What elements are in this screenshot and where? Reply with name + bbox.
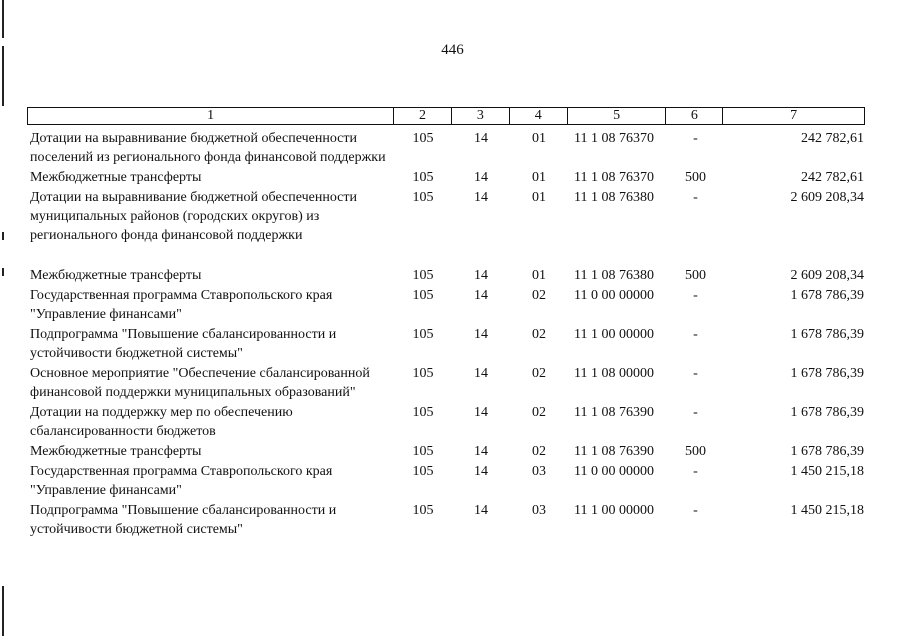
row-description: Подпрограмма "Повышение сбалансированности и устойчивости бюджетной системы" — [30, 327, 337, 361]
row-code-2: 105 — [412, 190, 434, 205]
row-code-2: 105 — [412, 444, 434, 459]
row-code-4: 03 — [532, 503, 546, 518]
table-body — [27, 129, 865, 540]
row-description: Государственная программа Ставропольского края "Управление финансами" — [30, 288, 333, 322]
row-code-3: 14 — [474, 444, 488, 459]
table-row — [27, 325, 865, 363]
table-row — [27, 266, 865, 285]
row-code-4: 02 — [532, 288, 546, 303]
row-code-5: 11 1 08 76370 — [574, 131, 654, 146]
column-header-7: 7 — [790, 108, 798, 123]
column-header-2: 2 — [394, 108, 452, 124]
scan-margin-mark — [2, 586, 4, 636]
row-description: Государственная программа Ставропольского края "Управление финансами" — [30, 464, 333, 498]
table-row — [27, 364, 865, 402]
table-row — [27, 501, 865, 539]
row-code-2: 105 — [412, 131, 434, 146]
row-code-2: 105 — [412, 464, 434, 479]
table-row — [27, 286, 865, 324]
row-amount: 242 782,61 — [801, 131, 864, 146]
row-code-3: 14 — [474, 464, 488, 479]
table-row — [27, 168, 865, 187]
row-code-3: 14 — [474, 190, 488, 205]
table-row — [27, 442, 865, 461]
row-code-5: 11 1 08 76390 — [574, 444, 654, 459]
column-header-6: 6 — [666, 108, 723, 124]
row-spacer — [27, 246, 865, 266]
table-row — [27, 403, 865, 441]
row-amount: 1 678 786,39 — [790, 366, 864, 381]
row-code-4: 02 — [532, 444, 546, 459]
row-amount: 1 678 786,39 — [790, 405, 864, 420]
row-code-2: 105 — [412, 327, 434, 342]
column-header-4: 4 — [510, 108, 568, 124]
row-code-5: 11 0 00 00000 — [574, 464, 654, 479]
row-amount: 242 782,61 — [801, 170, 864, 185]
row-code-4: 02 — [532, 327, 546, 342]
row-code-4: 02 — [532, 366, 546, 381]
table-row — [27, 188, 865, 245]
row-code-2: 105 — [412, 366, 434, 381]
row-code-6: - — [693, 405, 698, 420]
column-header-3: 3 — [452, 108, 510, 124]
row-code-3: 14 — [474, 405, 488, 420]
row-description: Подпрограмма "Повышение сбалансированности и устойчивости бюджетной системы" — [30, 503, 337, 537]
row-code-6: - — [693, 190, 698, 205]
row-code-2: 105 — [412, 268, 434, 283]
row-description: Дотации на выравнивание бюджетной обеспеченности муниципальных районов (городских округов) из регионального фонда финансовой поддержки — [30, 190, 357, 243]
row-amount: 1 450 215,18 — [790, 464, 864, 479]
scan-margin-mark — [2, 0, 4, 38]
table-header — [27, 107, 865, 125]
table-row — [27, 462, 865, 500]
row-code-2: 105 — [412, 170, 434, 185]
column-header-5: 5 — [568, 108, 667, 124]
row-code-6: - — [693, 131, 698, 146]
row-amount: 1 678 786,39 — [790, 444, 864, 459]
row-code-6: - — [693, 327, 698, 342]
row-code-5: 11 1 00 00000 — [574, 327, 654, 342]
row-code-3: 14 — [474, 288, 488, 303]
row-code-4: 01 — [532, 131, 546, 146]
row-code-5: 11 1 08 76390 — [574, 405, 654, 420]
row-code-6: - — [693, 503, 698, 518]
row-code-6: - — [693, 464, 698, 479]
row-code-6: 500 — [685, 170, 706, 185]
row-code-3: 14 — [474, 268, 488, 283]
row-description: Межбюджетные трансферты — [30, 444, 202, 459]
row-code-3: 14 — [474, 503, 488, 518]
row-amount: 1 450 215,18 — [790, 503, 864, 518]
row-code-5: 11 1 00 00000 — [574, 503, 654, 518]
row-code-5: 11 0 00 00000 — [574, 288, 654, 303]
row-code-3: 14 — [474, 366, 488, 381]
row-amount: 1 678 786,39 — [790, 288, 864, 303]
row-description: Дотации на выравнивание бюджетной обеспеченности поселений из регионального фонда финансовой поддержки — [30, 131, 386, 165]
row-code-4: 02 — [532, 405, 546, 420]
scan-margin-mark — [2, 232, 4, 240]
row-code-2: 105 — [412, 503, 434, 518]
column-header-1: 1 — [28, 108, 394, 124]
row-code-4: 01 — [532, 170, 546, 185]
row-description: Межбюджетные трансферты — [30, 170, 202, 185]
row-amount: 1 678 786,39 — [790, 327, 864, 342]
page-number: 446 — [441, 42, 464, 58]
row-code-5: 11 1 08 76380 — [574, 268, 654, 283]
row-code-5: 11 1 08 76370 — [574, 170, 654, 185]
row-code-3: 14 — [474, 170, 488, 185]
row-description: Межбюджетные трансферты — [30, 268, 202, 283]
row-code-5: 11 1 08 76380 — [574, 190, 654, 205]
row-description: Дотации на поддержку мер по обеспечению сбалансированности бюджетов — [30, 405, 293, 439]
row-code-6: - — [693, 288, 698, 303]
row-code-2: 105 — [412, 288, 434, 303]
row-amount: 2 609 208,34 — [790, 268, 864, 283]
row-code-5: 11 1 08 00000 — [574, 366, 654, 381]
row-code-6: 500 — [685, 444, 706, 459]
row-code-3: 14 — [474, 131, 488, 146]
scan-margin-mark — [2, 88, 4, 102]
row-code-4: 03 — [532, 464, 546, 479]
row-code-3: 14 — [474, 327, 488, 342]
row-amount: 2 609 208,34 — [790, 190, 864, 205]
row-code-6: - — [693, 366, 698, 381]
row-code-4: 01 — [532, 190, 546, 205]
row-description: Основное мероприятие "Обеспечение сбалансированной финансовой поддержки муниципальных образований" — [30, 366, 370, 400]
row-code-4: 01 — [532, 268, 546, 283]
scan-margin-mark — [2, 268, 4, 276]
row-code-2: 105 — [412, 405, 434, 420]
table-row — [27, 129, 865, 167]
row-code-6: 500 — [685, 268, 706, 283]
